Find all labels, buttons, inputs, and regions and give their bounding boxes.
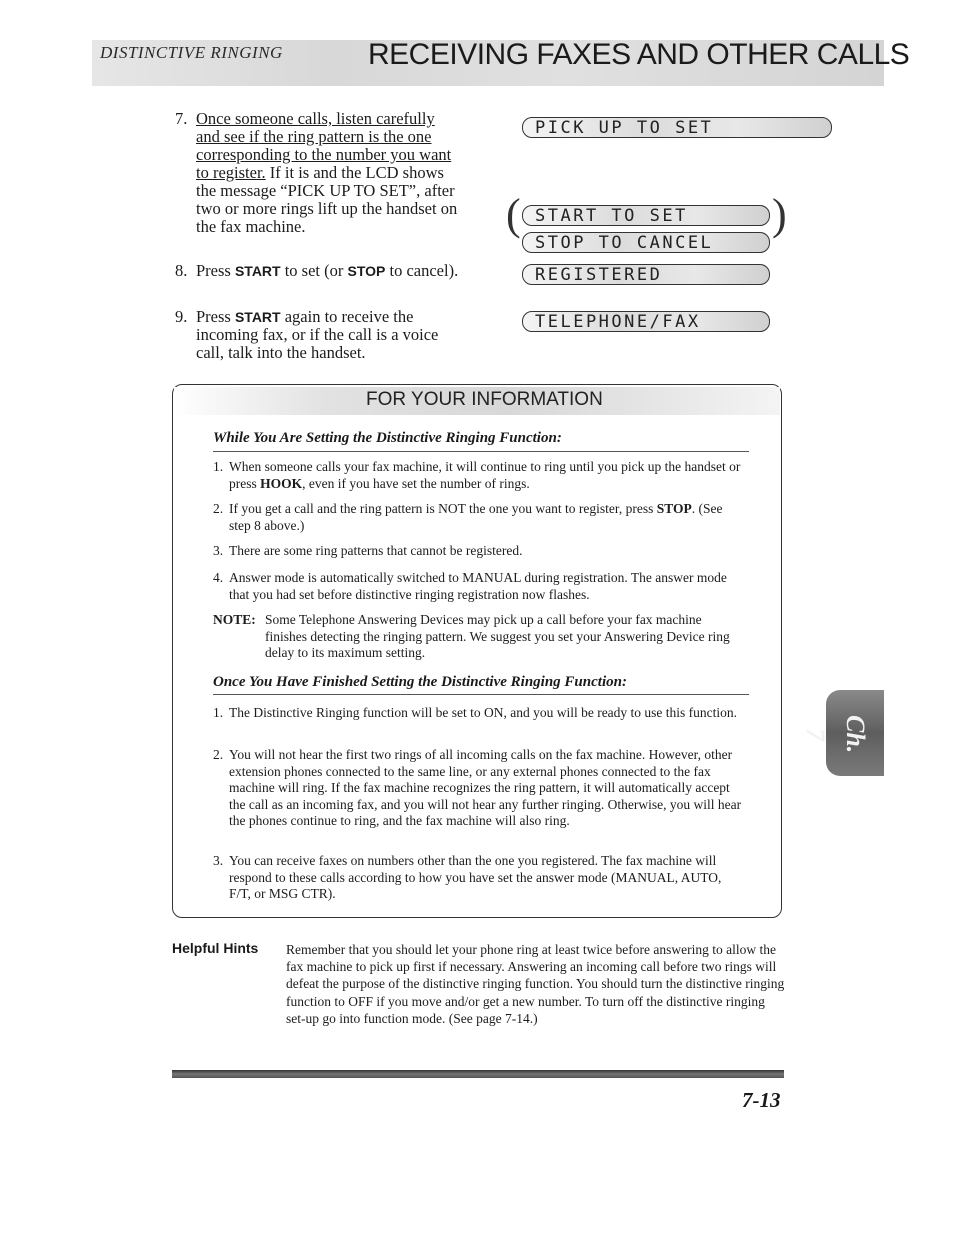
step-9-text: Press <box>196 307 235 326</box>
step-7 <box>175 110 460 236</box>
item-text: Answer mode is automatically switched to MANUAL during registration. The answer mode that you had set before distinctive ringing registration now flashes. <box>229 570 727 602</box>
step-7-text: If it is and the LCD shows the message “PICK UP TO SET”, after two or more rings lift up the handset on the fax machine. <box>196 163 458 236</box>
key-hook: HOOK <box>260 475 303 491</box>
item-text: You can receive faxes on numbers other than the one you registered. The fax machine will respond to these calls according to how you have set the answer mode (MANUAL, AUTO, F/T, or MSG CTR). <box>229 853 722 901</box>
header-section-title: DISTINCTIVE RINGING <box>100 43 283 62</box>
item-number: 1. <box>213 705 224 720</box>
step-number: 7. <box>175 109 188 128</box>
step-number: 8. <box>175 261 188 280</box>
info-item <box>213 747 746 830</box>
info-subheading-2: Once You Have Finished Setting the Distinctive Ringing Function: <box>213 674 627 690</box>
step-7-underlined-text: Once someone calls, listen carefully and see if the ring pattern is the one corresponding to the number you want to register. <box>196 109 452 182</box>
info-item <box>213 543 746 560</box>
bracket-left: ( <box>506 190 521 239</box>
lcd-telephone-fax: TELEPHONE/FAX <box>522 311 770 332</box>
subheading-rule <box>213 451 749 452</box>
info-note <box>213 612 746 662</box>
helpful-hints-text: Remember that you should let your phone ring at least twice before answering to allow the fax machine to pick up first if necessary. Answering an incoming call before two rings will defeat the purpose of the distinctive ringing function. You should turn the distinctive ringing function to OFF if you move and/or get a new number. To turn off the distinctive ringing set-up go into function mode. (See page 7-14.) <box>286 942 785 1026</box>
item-number: 3. <box>213 543 224 558</box>
item-number: 4. <box>213 570 224 585</box>
info-title: FOR YOUR INFORMATION <box>366 389 603 410</box>
item-number: 2. <box>213 501 224 516</box>
info-item <box>213 459 746 492</box>
item-text: If you get a call and the ring pattern is NOT the one you want to register, press <box>229 501 657 516</box>
footer-rule <box>172 1070 784 1078</box>
item-number: 3. <box>213 853 224 868</box>
lcd-registered: REGISTERED <box>522 264 770 285</box>
info-subheading-1: While You Are Setting the Distinctive Ringing Function: <box>213 430 562 446</box>
helpful-hints-label: Helpful Hints <box>172 940 259 956</box>
step-9 <box>175 308 460 362</box>
info-item <box>213 705 746 722</box>
subheading-rule <box>213 694 749 695</box>
item-number: 1. <box>213 459 224 474</box>
item-text: You will not hear the first two rings of all incoming calls on the fax machine. However, other extension phones connected to the same line, or any external phones connected to the fax machine will ring. If the fax machine recognizes the ring pattern, it will automatically accept the call as an incoming fax, and you will not hear any further ringing. Otherwise, you will hear the phones continue to ring, and the fax machine will also ring. <box>229 747 742 828</box>
step-8 <box>175 262 460 280</box>
note-label: NOTE: <box>213 612 256 627</box>
step-9-text: again to receive the incoming fax, or if the call is a voice call, talk into the handset. <box>196 307 439 362</box>
info-item <box>213 570 746 603</box>
item-text: , even if you have set the number of rings. <box>302 475 530 491</box>
step-number: 9. <box>175 307 188 326</box>
lcd-start-to-set: START TO SET <box>522 205 770 226</box>
step-8-text: to cancel). <box>385 261 459 280</box>
lcd-stop-to-cancel: STOP TO CANCEL <box>522 232 770 253</box>
note-text: Some Telephone Answering Devices may pick up a call before your fax machine finishes detecting the ringing pattern. We suggest you set your Answering Device ring delay to its maximum setting. <box>265 612 730 660</box>
item-text: There are some ring patterns that cannot be registered. <box>229 543 523 558</box>
key-start: START <box>234 263 281 279</box>
step-8-text: Press <box>196 261 235 280</box>
chapter-tab-label: Ch. 7 <box>801 714 870 754</box>
page-number: 7-13 <box>742 1088 781 1112</box>
lcd-pick-up-to-set: PICK UP TO SET <box>522 117 832 138</box>
header-chapter-title: RECEIVING FAXES AND OTHER CALLS <box>368 38 910 71</box>
step-8-text: to set (or <box>280 261 348 280</box>
key-stop: STOP <box>347 263 386 279</box>
item-text: The Distinctive Ringing function will be set to ON, and you will be ready to use this function. <box>229 705 738 720</box>
item-text: . (See step 8 above.) <box>229 501 723 533</box>
key-start: START <box>234 309 281 325</box>
item-number: 2. <box>213 747 224 762</box>
item-text: When someone calls your fax machine, it will continue to ring until you pick up the handset or press <box>229 459 741 491</box>
bracket-right: ) <box>772 190 787 239</box>
key-stop: STOP <box>656 501 692 516</box>
info-item <box>213 853 746 903</box>
info-item <box>213 501 746 534</box>
